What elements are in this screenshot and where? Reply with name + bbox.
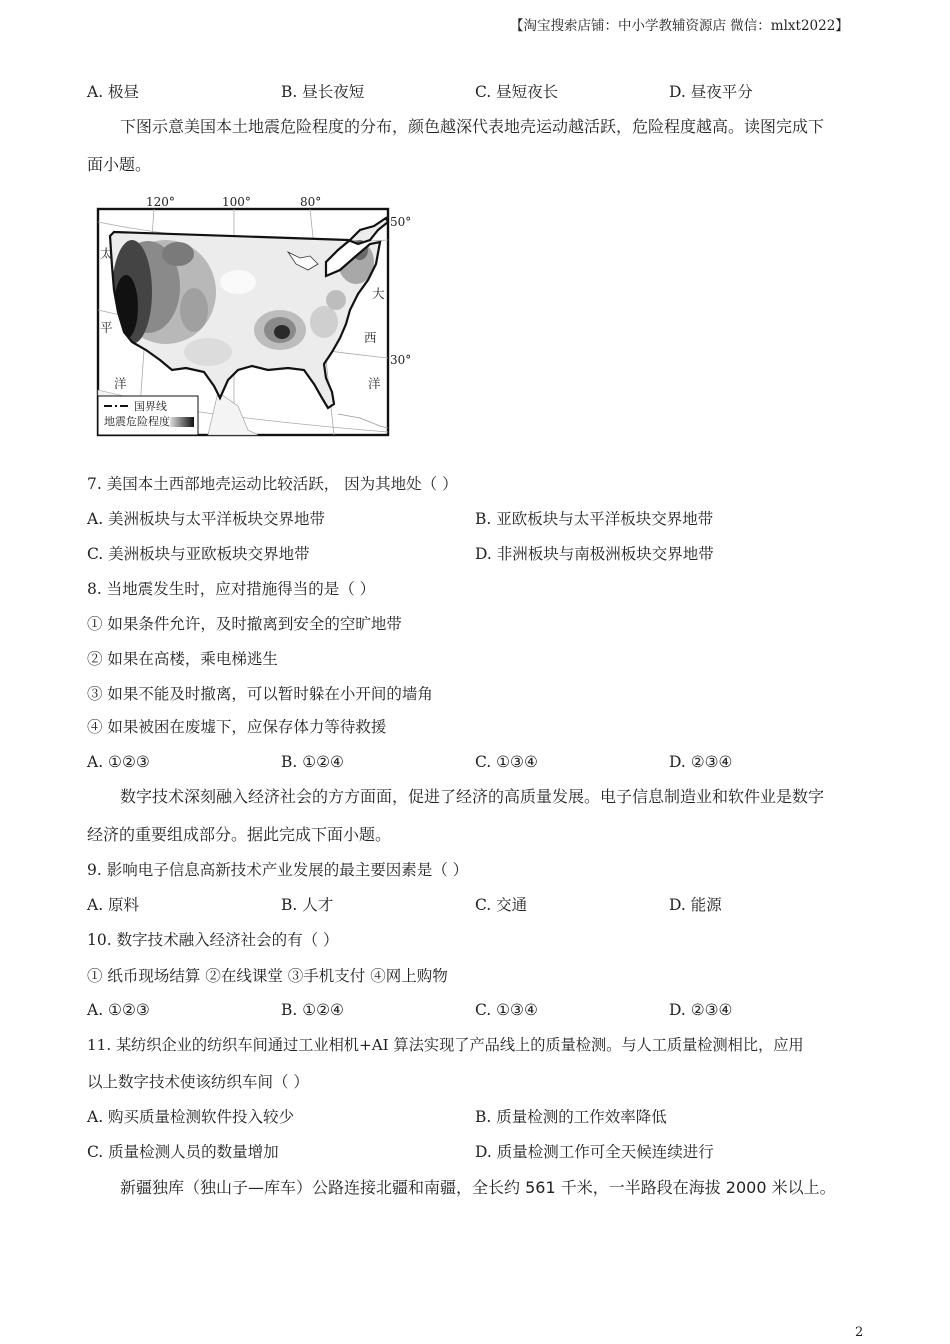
lon-label-100: 100° [222,195,251,209]
q8-option-d: D. ②③④ [669,753,733,771]
q7-stem: 7. 美国本土西部地壳运动比较活跃， 因为其地处（ ） [87,475,458,493]
q10-statements: ① 纸币现场结算 ②在线课堂 ③手机支付 ④网上购物 [87,967,448,985]
q10-option-a: A. ①②③ [87,1001,150,1019]
q6-option-c: C. 昼短夜长 [475,83,559,101]
q9-option-b: B. 人才 [281,896,334,914]
passage1-line1: 下图示意美国本土地震危险程度的分布，颜色越深代表地壳运动越活跃，危险程度越高。读图完成下 [120,117,825,136]
q8-option-c: C. ①③④ [475,753,538,771]
q11-option-c: C. 质量检测人员的数量增加 [87,1143,279,1161]
q8-option-a: A. ①②③ [87,753,150,771]
pacific-char-3: 洋 [114,376,127,391]
q8-statement-4: ④ 如果被困在废墟下，应保存体力等待救援 [87,718,387,736]
q11-stem-line2: 以上数字技术使该纺织车间（ ） [87,1073,309,1091]
q10-option-b: B. ①②④ [281,1001,344,1019]
atlantic-char-1: 大 [372,286,385,301]
q6-option-a: A. 极昼 [87,83,140,101]
q7-option-b: B. 亚欧板块与太平洋板块交界地带 [475,510,714,528]
atlantic-char-2: 西 [364,330,377,345]
q9-stem: 9. 影响电子信息高新技术产业发展的最主要因素是（ ） [87,861,469,879]
q9-option-a: A. 原料 [87,896,140,914]
q6-option-b: B. 昼长夜短 [281,83,365,101]
q11-stem-line1: 11. 某纺织企业的纺织车间通过工业相机+AI 算法实现了产品线上的质量检测。与人工质量检测相比，应用 [87,1036,804,1054]
q11-option-b: B. 质量检测的工作效率降低 [475,1108,667,1126]
lat-label-30: 30° [390,353,412,367]
q7-option-c: C. 美洲板块与亚欧板块交界地带 [87,545,310,563]
q7-option-a: A. 美洲板块与太平洋板块交界地带 [87,510,326,528]
q8-statement-1: ① 如果条件允许，及时撤离到安全的空旷地带 [87,615,402,633]
us-earthquake-hazard-map [88,192,418,442]
passage3-line1: 新疆独库（独山子—库车）公路连接北疆和南疆，全长约 561 千米，一半路段在海拔 2000 米以上。 [120,1178,836,1197]
q10-option-c: C. ①③④ [475,1001,538,1019]
legend-border-label: 国界线 [134,400,167,413]
q6-option-d: D. 昼夜平分 [669,83,753,101]
passage2-line2: 经济的重要组成部分。据此完成下面小题。 [87,825,392,844]
pacific-char-2: 平 [100,320,113,335]
passage2-line1: 数字技术深刻融入经济社会的方方面面，促进了经济的高质量发展。电子信息制造业和软件业是数字 [120,787,825,806]
q8-stem: 8. 当地震发生时，应对措施得当的是（ ） [87,580,376,598]
header-shop-text: 【淘宝搜索店铺：中小学教辅资源店 微信：mlxt2022】 [510,18,849,34]
q11-option-a: A. 购买质量检测软件投入较少 [87,1108,295,1126]
atlantic-char-3: 洋 [368,376,381,391]
q8-option-b: B. ①②④ [281,753,344,771]
pacific-char-1: 太 [100,246,113,261]
page-number: 2 [855,1325,864,1340]
q10-option-d: D. ②③④ [669,1001,733,1019]
q7-option-d: D. 非洲板块与南极洲板块交界地带 [475,545,714,563]
q8-statement-2: ② 如果在高楼，乘电梯逃生 [87,650,278,668]
passage1-line2: 面小题。 [87,155,152,174]
q8-statement-3: ③ 如果不能及时撤离，可以暂时躲在小开间的墙角 [87,685,433,703]
lon-label-80: 80° [300,195,322,209]
q10-stem: 10. 数字技术融入经济社会的有（ ） [87,931,339,949]
lon-label-120: 120° [146,195,175,209]
q9-option-c: C. 交通 [475,896,528,914]
lat-label-50: 50° [390,215,412,229]
legend-hazard-label: 地震危险程度 [104,415,170,428]
map-legend [98,396,198,435]
q11-option-d: D. 质量检测工作可全天候连续进行 [475,1143,714,1161]
q9-option-d: D. 能源 [669,896,722,914]
